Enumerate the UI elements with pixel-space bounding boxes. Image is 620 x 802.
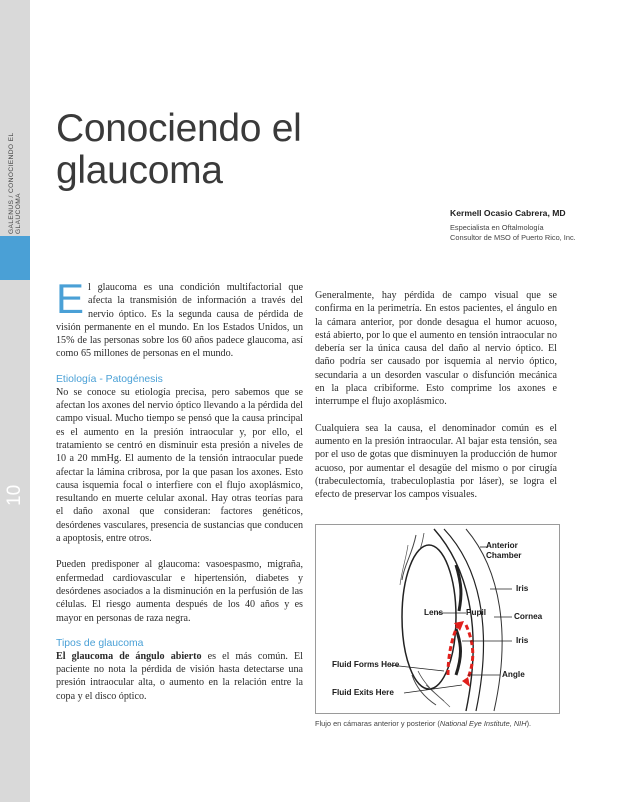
eye-diagram-figure bbox=[315, 524, 560, 714]
label-fluid-forms: Fluid Forms Here bbox=[332, 660, 400, 669]
page-number: 10 bbox=[4, 484, 25, 506]
sidebar-strip bbox=[0, 0, 30, 802]
tipos-bold-lead: El glaucoma de ángulo abierto bbox=[56, 650, 202, 662]
running-head: GALENUS / CONOCIENDO EL GLAUCOMA bbox=[8, 132, 22, 234]
label-lens: Lens bbox=[424, 608, 444, 617]
author-block bbox=[450, 208, 576, 243]
caption-source: National Eye Institute, NIH bbox=[439, 719, 527, 728]
title-line-1: Conociendo el bbox=[56, 107, 302, 150]
section-heading-etiologia: Etiología - Patogénesis bbox=[56, 373, 163, 385]
author-role-line-2: Consultor de MSO of Puerto Rico, Inc. bbox=[450, 233, 576, 242]
right-paragraph-2: Cualquiera sea la causa, el denominador común es el aumento en la presión intraocular. Al bajar esta tensión, sea por el uso de gotas que disminuyen la producción de humor acuoso, por aumentar el desagüe del mismo o por cirugía (trabeculectomía, trabeculoplastia por láser), se logra el efecto de preservar los campos visuales. bbox=[315, 422, 557, 501]
author-name: Kermell Ocasio Cabrera, MD bbox=[450, 208, 566, 218]
intro-paragraph bbox=[56, 275, 303, 361]
label-iris-bottom: Iris bbox=[516, 636, 529, 645]
label-chamber: Chamber bbox=[486, 551, 522, 560]
drop-cap: E bbox=[56, 275, 85, 322]
label-pupil: Pupil bbox=[466, 608, 487, 617]
figure-caption bbox=[315, 719, 531, 728]
right-column bbox=[315, 289, 557, 501]
caption-end: ). bbox=[526, 719, 532, 728]
label-cornea: Cornea bbox=[514, 612, 543, 621]
label-iris-top: Iris bbox=[516, 584, 529, 593]
tipos-paragraph bbox=[56, 650, 303, 703]
caption-main: Flujo en cámaras anterior y posterior ( bbox=[315, 719, 440, 728]
section-heading-tipos: Tipos de glaucoma bbox=[56, 637, 144, 649]
etiologia-paragraph-1: No se conoce su etiología precisa, pero sabemos que se afectan los axones del nervio óptico llevando a la pérdida del campo visual. Mucho tiempo se pensó que la causa principal es el aumento en la presión intraocular y, por ello, el tratamiento se centró en disminuir esta presión a niveles de 10 a 20 mmHg. El aumento de la tensión intraocular puede afectar la lámina cribrosa, por la que pasan los axones. Esto causa isquemia focal o interfiere con el flujo axoplásmico, resultando en muerte celular axonal. Hay otras teorías para el daño axonal que consideran: factores genéticos, desórdenes vasculares, presencia de sustancias que conducen a apoptosis, entre otros. bbox=[56, 386, 303, 545]
label-angle: Angle bbox=[502, 670, 525, 679]
author-role-line-1: Especialista en Oftalmología bbox=[450, 223, 544, 232]
etiologia-paragraph-2: Pueden predisponer al glaucoma: vasoespasmo, migraña, enfermedad cardiovascular e hipertensión, diabetes y desórdenes asociados a la disminución en la perfusión de las células. El riesgo aumenta después de los 40 años y es mayor en personas de raza negra. bbox=[56, 559, 303, 624]
tipos-text: es el más común. El paciente no nota la pérdida de visión hasta detectarse una presión intraocular alta, o aumento en la relación entre la copa y el disco óptico. bbox=[56, 650, 303, 702]
label-anterior: Anterior bbox=[486, 541, 518, 550]
author-role bbox=[450, 223, 576, 243]
page-number-tab bbox=[0, 236, 30, 506]
right-paragraph-1: Generalmente, hay pérdida de campo visual que se confirma en la perimetría. En estos pacientes, el ángulo en la cámara anterior, por donde desagua el humor acuoso, está abierto, por lo que el aumento en tensión intraocular no debería ser la única causa del daño al nervio óptico. El daño podría ser causado por isquemia al nervio óptico, secundaria a un desorden vascular o disfunción mecánica en la placa cribiforme. Esto comprime los axones e interrumpe el flujo axoplásmico. bbox=[315, 290, 557, 408]
label-fluid-exits: Fluid Exits Here bbox=[332, 688, 394, 697]
article-title bbox=[56, 108, 301, 192]
title-line-2: glaucoma bbox=[56, 149, 223, 192]
intro-text: l glaucoma es una condición multifactorial que afecta la transmisión de información a través del nervio óptico. Es la segunda causa de pérdida de visión permanente en el mundo. En los Estados Unidos, un 15% de las personas sobre los 60 años padece glaucoma, así como 65 millones de personas en el mundo. bbox=[56, 282, 303, 360]
left-column bbox=[56, 275, 303, 703]
